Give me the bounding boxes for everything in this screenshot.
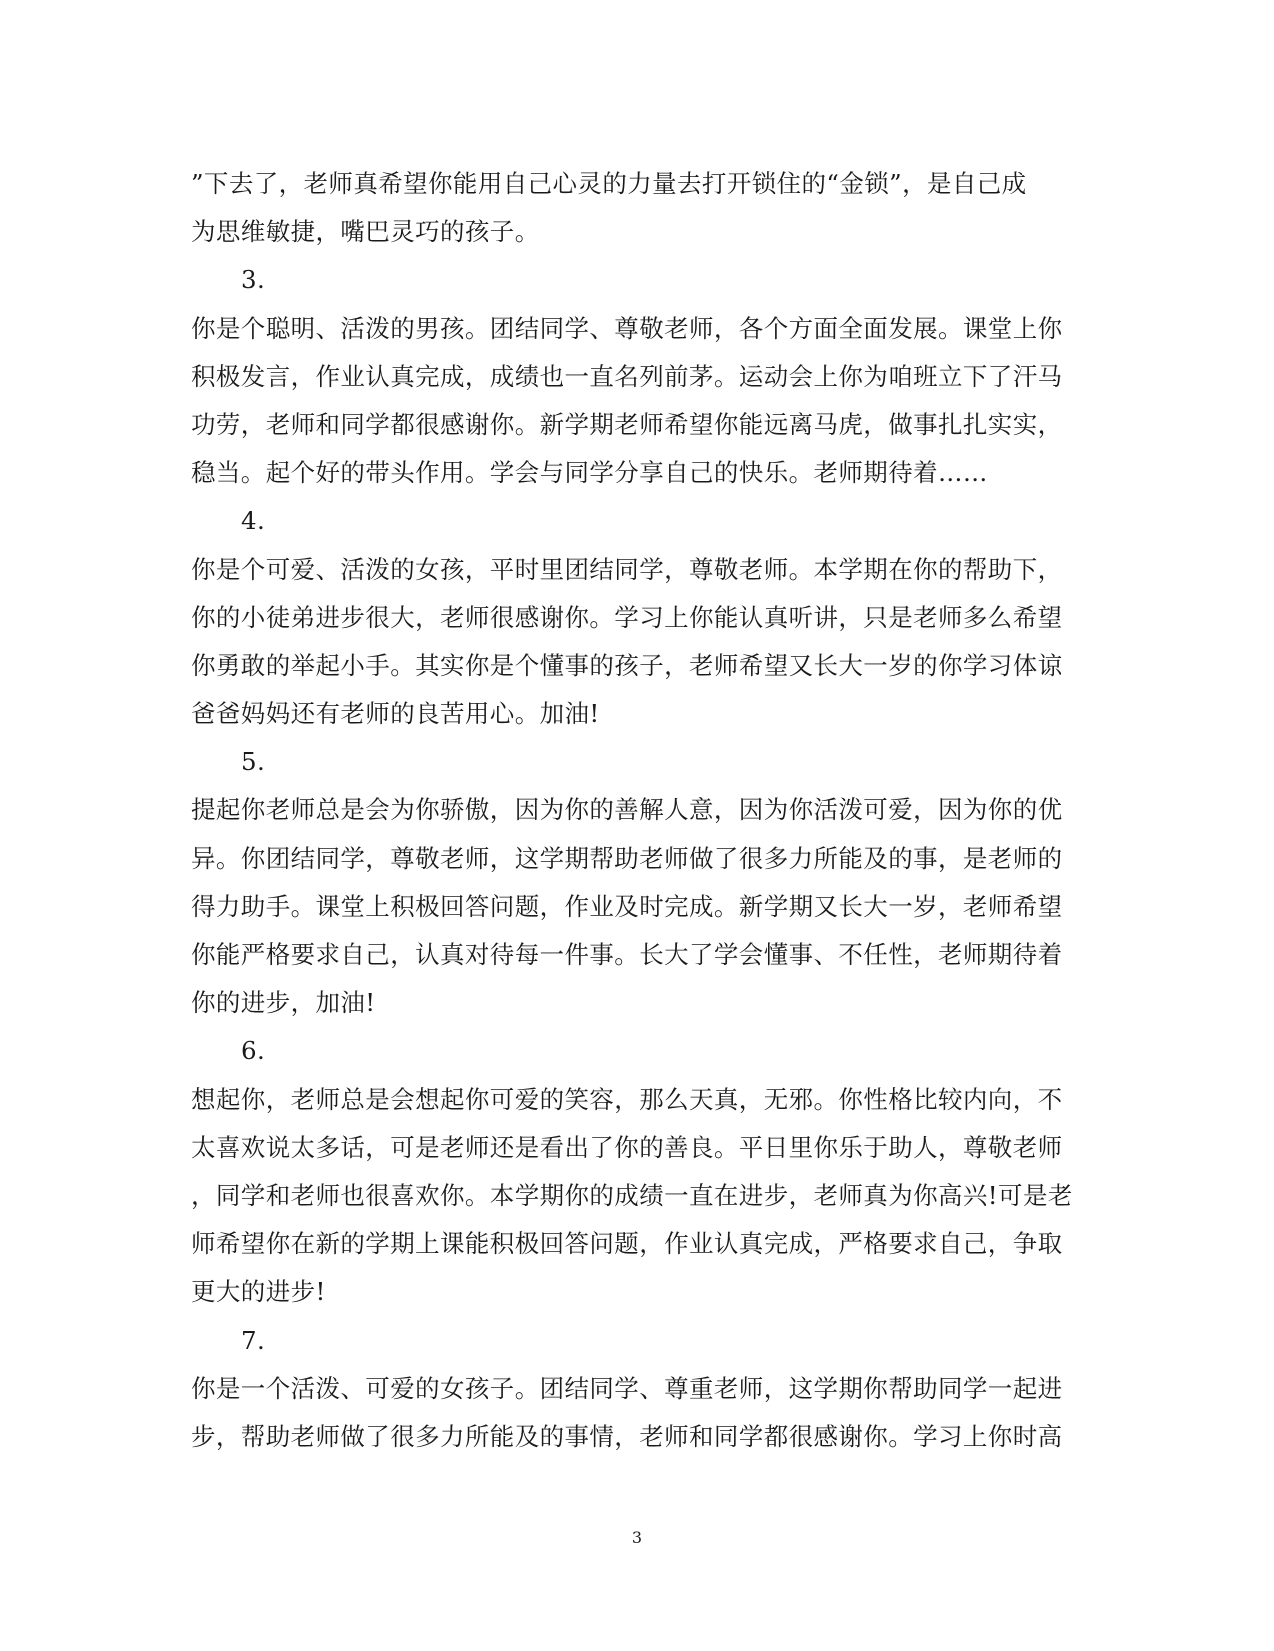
text-line: 太喜欢说太多话，可是老师还是看出了你的善良。平日里你乐于助人，尊敬老师 <box>191 1132 1063 1162</box>
page-number: 3 <box>631 1528 643 1547</box>
text-line: 你的进步，加油! <box>191 988 376 1018</box>
text-line: 爸爸妈妈还有老师的良苦用心。加油! <box>191 699 600 729</box>
item-number: 7. <box>241 1325 266 1355</box>
text-line: 你是个聪明、活泼的男孩。团结同学、尊敬老师，各个方面全面发展。课堂上你 <box>191 313 1063 343</box>
text-line: 稳当。起个好的带头作用。学会与同学分享自己的快乐。老师期待着…… <box>191 458 988 488</box>
text-line: 更大的进步! <box>191 1277 326 1307</box>
text-line: 为思维敏捷，嘴巴灵巧的孩子。 <box>191 217 540 247</box>
text-line: 师希望你在新的学期上课能积极回答问题，作业认真完成，严格要求自己，争取 <box>191 1229 1063 1259</box>
text-line: 得力助手。课堂上积极回答问题，作业及时完成。新学期又长大一岁，老师希望 <box>191 891 1063 921</box>
item-number: 3. <box>241 265 266 295</box>
text-line: 你能严格要求自己，认真对待每一件事。长大了学会懂事、不任性，老师期待着 <box>191 940 1063 969</box>
text-line: 你是一个活泼、可爱的女孩子。团结同学、尊重老师，这学期你帮助同学一起进 <box>191 1373 1063 1403</box>
text-line: 你勇敢的举起小手。其实你是个懂事的孩子，老师希望又长大一岁的你学习体谅 <box>191 650 1063 680</box>
document-body <box>191 160 1081 1461</box>
text-line: 你是个可爱、活泼的女孩，平时里团结同学，尊敬老师。本学期在你的帮助下， <box>191 554 1063 584</box>
text-line: 你的小徒弟进步很大，老师很感谢你。学习上你能认真听讲，只是老师多么希望 <box>191 602 1063 632</box>
text-line: 功劳，老师和同学都很感谢你。新学期老师希望你能远离马虎，做事扎扎实实， <box>191 409 1063 439</box>
item-number: 4. <box>241 506 266 536</box>
text-line: ，同学和老师也很喜欢你。本学期你的成绩一直在进步，老师真为你高兴!可是老 <box>191 1180 1073 1210</box>
text-line: 异。你团结同学，尊敬老师，这学期帮助老师做了很多力所能及的事，是老师的 <box>191 843 1063 873</box>
text-line: ”下去了，老师真希望你能用自己心灵的力量去打开锁住的“金锁”，是自己成 <box>191 169 1027 198</box>
text-line: 积极发言，作业认真完成，成绩也一直名列前茅。运动会上你为咱班立下了汗马 <box>191 361 1063 391</box>
text-line: 提起你老师总是会为你骄傲，因为你的善解人意，因为你活泼可爱，因为你的优 <box>191 795 1063 825</box>
text-line: 步，帮助老师做了很多力所能及的事情，老师和同学都很感谢你。学习上你时高 <box>191 1421 1063 1451</box>
item-number: 5. <box>241 747 266 777</box>
text-line: 想起你，老师总是会想起你可爱的笑容，那么天真，无邪。你性格比较内向，不 <box>191 1084 1063 1114</box>
item-number: 6. <box>241 1036 266 1066</box>
